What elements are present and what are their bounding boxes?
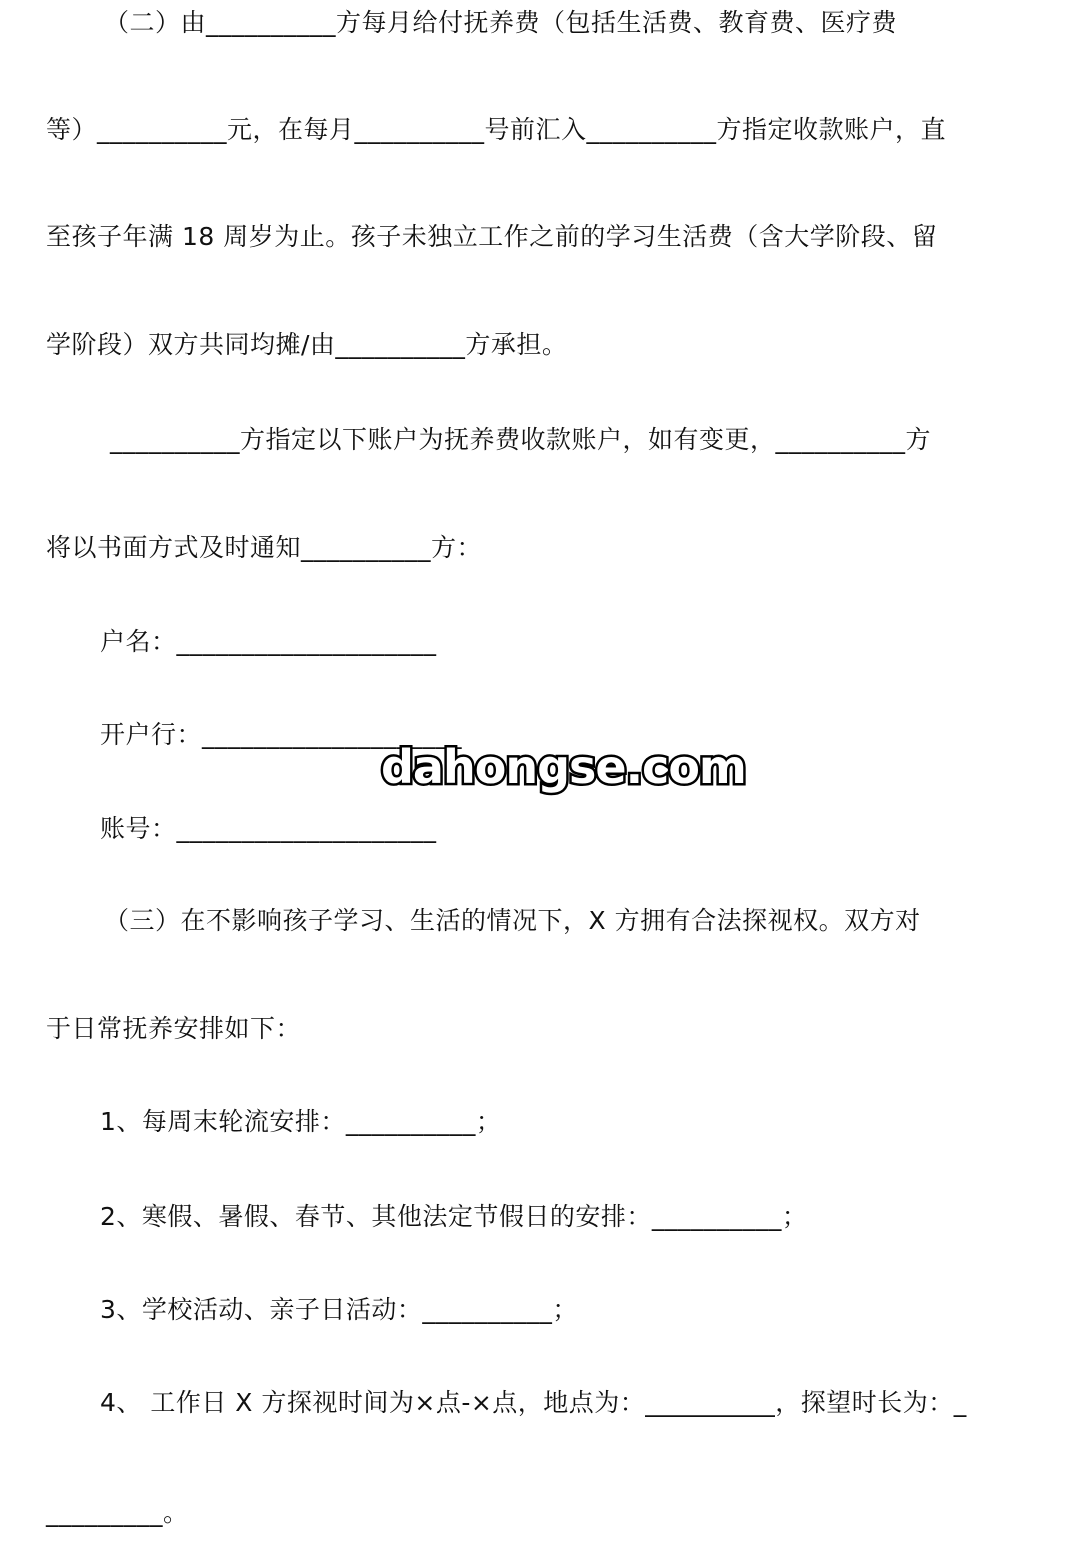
list-item-4-line-2: _________。 [46, 1498, 189, 1527]
paragraph-2-line-4: 学阶段）双方共同均摊/由__________方承担。 [46, 330, 568, 359]
paragraph-2-line-1: （二）由__________方每月给付抚养费（包括生活费、教育费、医疗费 [104, 8, 898, 37]
paragraph-2-line-3: 至孩子年满 18 周岁为止。孩子未独立工作之前的学习生活费（含大学阶段、留 [46, 222, 938, 251]
list-item-4-line-1: 4、 工作日 X 方探视时间为×点-×点，地点为：__________，探望时长为：_ [100, 1388, 967, 1417]
list-item-3: 3、学校活动、亲子日活动：__________； [100, 1295, 578, 1324]
account-paragraph-line-1: __________方指定以下账户为抚养费收款账户，如有变更，__________方 [110, 425, 932, 454]
watermark: dahongse.com [381, 740, 746, 794]
paragraph-3-line-1: （三）在不影响孩子学习、生活的情况下，X 方拥有合法探视权。双方对 [104, 906, 921, 935]
list-item-2: 2、寒假、暑假、春节、其他法定节假日的安排：__________； [100, 1202, 808, 1231]
paragraph-3-line-2: 于日常抚养安排如下： [46, 1014, 302, 1043]
account-number-field: 账号：____________________ [100, 814, 437, 843]
account-name-field: 户名：____________________ [100, 627, 437, 656]
paragraph-2-line-2: 等）__________元，在每月__________号前汇入__________方指定收款账户，直 [46, 115, 947, 144]
list-item-1: 1、每周末轮流安排：__________； [100, 1107, 502, 1136]
bank-name-field: 开户行：____________________ [100, 720, 463, 749]
account-paragraph-line-2: 将以书面方式及时通知__________方： [46, 533, 483, 562]
